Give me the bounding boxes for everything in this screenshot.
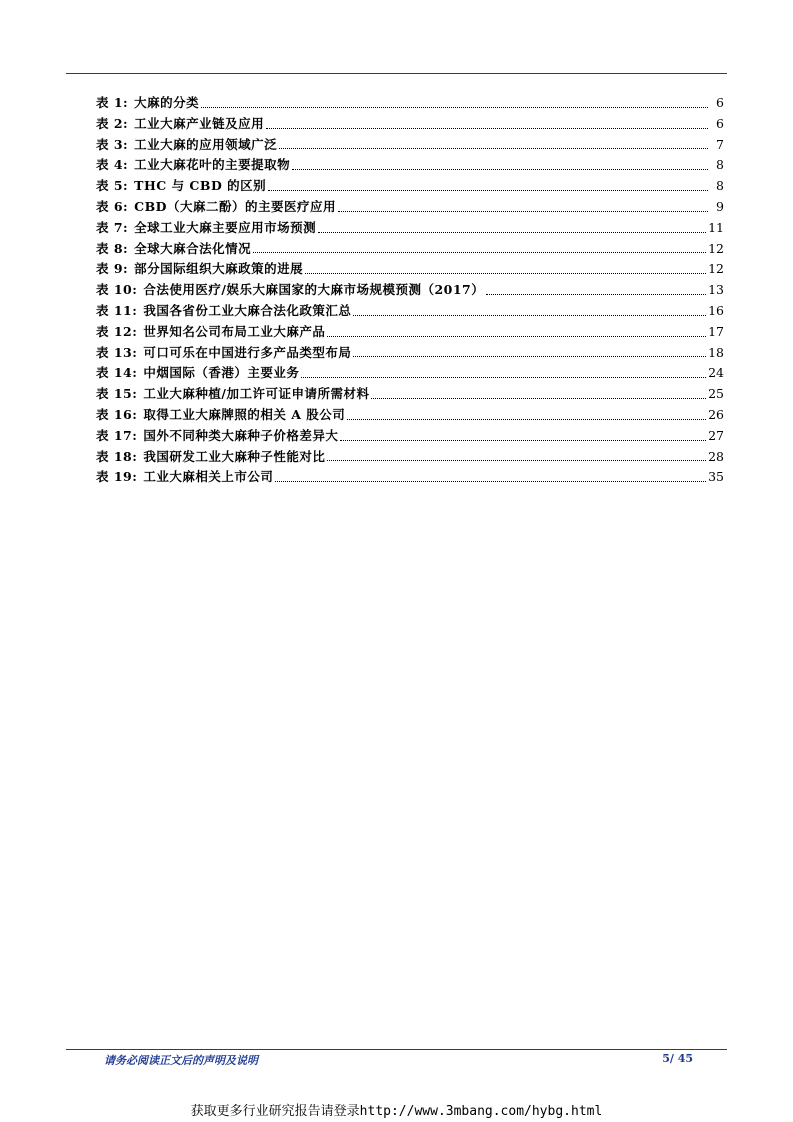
toc-leader — [201, 107, 708, 108]
toc-entry[interactable] — [96, 135, 724, 156]
toc-entry-page: 17 — [708, 323, 724, 339]
toc-entry-page: 6 — [716, 95, 724, 110]
toc-entry-page: 27 — [708, 427, 724, 443]
toc-entry[interactable] — [96, 197, 724, 218]
toc-entry-number: 表 16: — [96, 406, 138, 422]
toc-leader — [305, 273, 706, 274]
toc-leader — [318, 232, 706, 233]
toc-entry[interactable] — [96, 218, 724, 239]
toc-entry-page: 12 — [708, 261, 724, 277]
toc-entry[interactable] — [96, 405, 724, 426]
toc-entry-number: 表 2: — [96, 115, 129, 131]
toc-entry[interactable] — [96, 447, 724, 468]
toc-entry-page: 8 — [716, 157, 724, 173]
toc-entry[interactable] — [96, 259, 724, 280]
toc-entry-title: THC 与 CBD 的区别 — [134, 178, 267, 194]
toc-entry-number: 表 12: — [96, 323, 138, 339]
table-of-tables — [96, 93, 724, 488]
toc-entry-title: 大麻的分类 — [134, 95, 200, 110]
toc-entry-title: 中烟国际（香港）主要业务 — [143, 365, 300, 381]
toc-entry-page: 35 — [708, 469, 724, 485]
page-indicator: 5/ 45 — [662, 1052, 693, 1065]
header-rule — [66, 73, 727, 74]
toc-leader — [275, 481, 706, 482]
toc-entry-number: 表 9: — [96, 261, 129, 277]
toc-entry-number: 表 19: — [96, 469, 138, 485]
toc-entry-page: 28 — [708, 448, 724, 464]
toc-entry[interactable] — [96, 363, 724, 384]
toc-entry-title: 世界知名公司布局工业大麻产品 — [143, 323, 326, 339]
toc-entry-number: 表 1: — [96, 95, 129, 110]
toc-leader — [268, 190, 708, 191]
toc-leader — [253, 252, 706, 253]
toc-entry-number: 表 17: — [96, 427, 138, 443]
toc-entry-number: 表 13: — [96, 344, 138, 360]
toc-leader — [486, 294, 706, 295]
toc-entry-title: 部分国际组织大麻政策的进展 — [134, 261, 304, 277]
toc-entry-page: 13 — [708, 282, 724, 298]
toc-entry-number: 表 10: — [96, 282, 138, 298]
toc-leader — [340, 440, 706, 441]
toc-entry-title: 工业大麻的应用领域广泛 — [134, 136, 278, 152]
toc-entry-page: 8 — [716, 178, 724, 194]
toc-leader — [301, 377, 706, 378]
toc-entry[interactable] — [96, 343, 724, 364]
toc-entry-page: 25 — [708, 386, 724, 402]
toc-entry-number: 表 18: — [96, 448, 138, 464]
toc-leader — [353, 356, 706, 357]
toc-entry[interactable] — [96, 93, 724, 114]
toc-entry[interactable] — [96, 301, 724, 322]
toc-entry-number: 表 4: — [96, 157, 129, 173]
toc-entry-page: 7 — [716, 136, 724, 152]
toc-entry-page: 11 — [708, 219, 724, 235]
toc-entry-page: 6 — [716, 115, 724, 131]
toc-entry[interactable] — [96, 239, 724, 260]
toc-leader — [327, 336, 706, 337]
toc-leader — [266, 128, 708, 129]
toc-entry-title: 我国各省份工业大麻合法化政策汇总 — [143, 302, 352, 318]
toc-entry-title: 取得工业大麻牌照的相关 A 股公司 — [143, 406, 346, 422]
footer-rule — [66, 1049, 727, 1050]
toc-entry-title: 全球工业大麻主要应用市场预测 — [134, 219, 317, 235]
toc-entry[interactable] — [96, 280, 724, 301]
toc-entry-title: 工业大麻花叶的主要提取物 — [134, 157, 291, 173]
toc-entry-number: 表 7: — [96, 219, 129, 235]
toc-entry[interactable] — [96, 467, 724, 488]
toc-entry-number: 表 11: — [96, 302, 138, 318]
toc-entry[interactable] — [96, 322, 724, 343]
toc-leader — [327, 460, 706, 461]
toc-entry-title: 国外不同种类大麻种子价格差异大 — [143, 427, 339, 443]
toc-entry-number: 表 6: — [96, 198, 129, 214]
toc-entry-title: 工业大麻产业链及应用 — [134, 115, 265, 131]
toc-entry[interactable] — [96, 114, 724, 135]
toc-entry-page: 16 — [708, 302, 724, 318]
toc-leader — [371, 398, 706, 399]
toc-entry-page: 18 — [708, 344, 724, 360]
toc-entry-title: 合法使用医疗/娱乐大麻国家的大麻市场规模预测（2017） — [143, 282, 485, 298]
promo-banner-link[interactable]: 获取更多行业研究报告请登录http://www.3mbang.com/hybg.html — [190, 1104, 603, 1119]
toc-entry-number: 表 15: — [96, 386, 138, 402]
toc-entry-title: CBD（大麻二酚）的主要医疗应用 — [134, 198, 337, 214]
toc-entry[interactable] — [96, 384, 724, 405]
toc-leader — [347, 419, 706, 420]
toc-entry-title: 全球大麻合法化情况 — [134, 240, 252, 256]
toc-entry-title: 可口可乐在中国进行多产品类型布局 — [143, 344, 352, 360]
toc-entry-page: 24 — [708, 365, 724, 381]
toc-leader — [338, 211, 708, 212]
toc-entry-number: 表 8: — [96, 240, 129, 256]
toc-entry-number: 表 14: — [96, 365, 138, 381]
toc-entry-number: 表 3: — [96, 136, 129, 152]
toc-entry-page: 12 — [708, 240, 724, 256]
footer-disclaimer: 请务必阅读正文后的声明及说明 — [104, 1054, 258, 1067]
toc-entry[interactable] — [96, 155, 724, 176]
toc-leader — [279, 148, 708, 149]
toc-entry[interactable] — [96, 176, 724, 197]
toc-leader — [292, 169, 708, 170]
toc-leader — [353, 315, 706, 316]
toc-entry-title: 工业大麻相关上市公司 — [143, 469, 274, 485]
toc-entry-number: 表 5: — [96, 178, 129, 194]
toc-entry[interactable] — [96, 426, 724, 447]
toc-entry-title: 我国研发工业大麻种子性能对比 — [143, 448, 326, 464]
toc-entry-page: 9 — [716, 198, 724, 214]
toc-entry-title: 工业大麻种植/加工许可证申请所需材料 — [143, 386, 370, 402]
toc-entry-page: 26 — [708, 406, 724, 422]
